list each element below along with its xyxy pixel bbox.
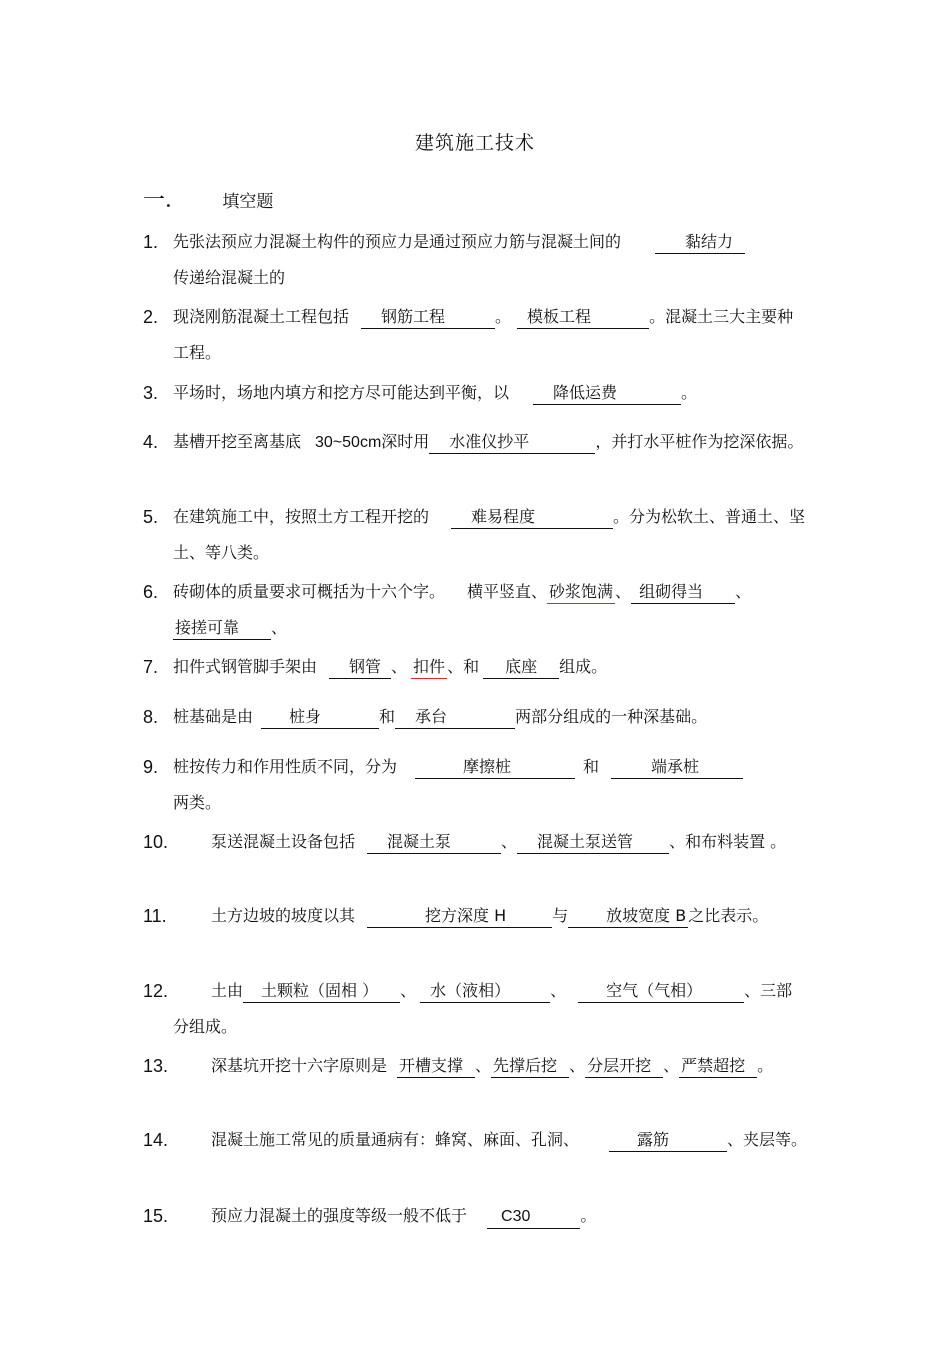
question-number: 13. xyxy=(143,1056,169,1076)
answer-blank xyxy=(243,980,400,1002)
question-text: ，并打水平桩作为挖深依据。 xyxy=(595,432,804,451)
question-text: 、 xyxy=(615,582,632,601)
answer-blank xyxy=(585,1055,663,1077)
answer-blank xyxy=(483,656,559,678)
answer-blank xyxy=(517,306,649,328)
answer-text: 桩身 xyxy=(289,707,322,726)
answer-text: 端承桩 xyxy=(651,757,700,776)
question-number: 14. xyxy=(143,1130,169,1150)
question-text: 基槽开挖至离基底 xyxy=(173,432,302,451)
question-text: 砖砌体的质量要求可概括为十六个字。 xyxy=(173,582,446,601)
question-4 xyxy=(143,424,808,461)
answer-text: 模板工程 xyxy=(527,307,592,326)
question-text: 、和 xyxy=(447,657,480,676)
section-label: 填空题 xyxy=(222,192,274,212)
answer-text: 空气（气相） xyxy=(606,981,703,1000)
question-text: 、 xyxy=(569,1056,586,1075)
answer-text: 分层开挖 xyxy=(587,1056,652,1075)
question-text: 、 xyxy=(550,981,567,1000)
question-text: 、夹层等。 xyxy=(727,1130,808,1149)
question-number: 7. xyxy=(143,657,159,677)
answer-text: 黏结力 xyxy=(685,232,734,251)
answer-text: 挖方深度 H xyxy=(425,906,507,925)
question-text: 桩基础是由 xyxy=(173,707,254,726)
question-number: 15. xyxy=(143,1206,169,1226)
question-text: 土由 xyxy=(211,981,244,1000)
answer-text: 底座 xyxy=(505,657,538,676)
answer-blank xyxy=(609,1129,727,1151)
question-text: 、 xyxy=(735,582,752,601)
question-text: 桩按传力和作用性质不同，分为 xyxy=(173,757,398,776)
question-text: 。分为松软土、普通土、坚土、等八类。 xyxy=(173,507,806,562)
answer-blank xyxy=(420,980,550,1002)
answer-text: 水（液相） xyxy=(430,981,511,1000)
answer-text: 混凝土泵 xyxy=(387,832,452,851)
question-text: 混凝土施工常见的质量通病有：蜂窝、麻面、孔洞、 xyxy=(211,1130,580,1149)
answer-text: 放坡宽度 B xyxy=(606,906,687,925)
answer-blank xyxy=(395,706,515,728)
answer-text: 严禁超挖 xyxy=(681,1056,746,1075)
answer-blank xyxy=(517,831,669,853)
answer-blank xyxy=(367,831,501,853)
question-12 xyxy=(143,973,808,1045)
answer-text: 接搓可靠 xyxy=(175,618,240,637)
question-15 xyxy=(143,1198,808,1234)
answer-blank xyxy=(451,506,613,528)
question-text: 两类。 xyxy=(173,793,222,812)
question-text: 组成。 xyxy=(559,657,608,676)
section-number: 一． xyxy=(143,188,188,213)
question-text: 、 xyxy=(271,618,288,637)
question-text: 30~50cm深时用 xyxy=(315,434,430,451)
document-title: 建筑施工技术 xyxy=(414,132,535,154)
answer-blank xyxy=(533,382,681,404)
question-11 xyxy=(143,898,808,934)
answer-blank xyxy=(361,306,495,328)
answer-text: 先撑后挖 xyxy=(493,1056,558,1075)
answer-blank xyxy=(261,706,379,728)
answer-blank xyxy=(578,980,744,1002)
question-number: 12. xyxy=(143,981,169,1001)
question-6 xyxy=(143,574,808,646)
question-text: 、 xyxy=(400,981,417,1000)
answer-blank xyxy=(655,231,745,253)
answer-blank xyxy=(429,431,595,453)
answer-blank xyxy=(367,905,552,927)
question-13 xyxy=(143,1048,808,1084)
question-text: 。混凝土三大主要种工程。 xyxy=(173,307,794,362)
question-text: 预应力混凝土的强度等级一般不低于 xyxy=(211,1206,468,1225)
answer-blank xyxy=(491,1055,569,1077)
question-text: 。 xyxy=(580,1206,597,1225)
question-number: 2. xyxy=(143,307,159,327)
question-text: 。 xyxy=(681,383,698,402)
question-7 xyxy=(143,649,808,685)
question-text: 扣件式钢管脚手架由 xyxy=(173,657,318,676)
answer-text: 组砌得当 xyxy=(639,582,704,601)
question-text: 土方边坡的坡度以其 xyxy=(211,906,356,925)
question-8 xyxy=(143,699,808,735)
question-text: 、和布料装置 。 xyxy=(669,832,787,851)
answer-blank xyxy=(487,1205,580,1228)
question-number: 1. xyxy=(143,232,159,252)
question-number: 6. xyxy=(143,582,159,602)
question-text: 在建筑施工中，按照土方工程开挖的 xyxy=(173,507,430,526)
answer-text: 砂浆饱满 xyxy=(549,582,614,601)
answer-text: 水准仪抄平 xyxy=(449,432,530,451)
answer-blank xyxy=(415,756,575,778)
question-text: 和 xyxy=(379,707,396,726)
answer-blank xyxy=(329,656,391,678)
question-text: 深基坑开挖十六字原则是 xyxy=(211,1056,388,1075)
section-heading xyxy=(143,183,273,214)
question-number: 10. xyxy=(143,832,169,852)
question-text: 、 xyxy=(501,832,518,851)
answer-blank xyxy=(679,1055,757,1077)
question-number: 9. xyxy=(143,757,159,777)
question-text: 、 xyxy=(391,657,408,676)
answer-text: 难易程度 xyxy=(471,507,536,526)
question-text: 、 xyxy=(663,1056,680,1075)
question-text: 先张法预应力混凝土构件的预应力是通过预应力筋与混凝土间的 xyxy=(173,232,622,251)
answer-blank xyxy=(611,756,743,778)
answer-text: 扣件 xyxy=(413,657,446,676)
question-text: 。 xyxy=(757,1056,774,1075)
answer-blank xyxy=(397,1055,475,1077)
answer-blank xyxy=(568,905,688,927)
answer-text: 承台 xyxy=(415,707,448,726)
question-9 xyxy=(143,749,808,821)
answer-text: 开槽支撑 xyxy=(399,1056,464,1075)
answer-text: 土颗粒（固相 ） xyxy=(261,981,379,1000)
answer-text: 降低运费 xyxy=(553,383,618,402)
question-number: 8. xyxy=(143,707,159,727)
question-text: 、三部分组成。 xyxy=(173,981,793,1036)
question-text: 。 xyxy=(495,307,512,326)
answer-blank xyxy=(631,581,735,603)
answer-text: 露筋 xyxy=(637,1130,670,1149)
answer-text: 钢管 xyxy=(349,657,382,676)
question-text: 和 xyxy=(583,757,600,776)
answer-text: 摩擦桩 xyxy=(463,757,512,776)
question-text: 、 xyxy=(475,1056,492,1075)
question-3 xyxy=(143,375,808,411)
answer-blank xyxy=(173,617,271,639)
question-text: 横平竖直、 xyxy=(467,582,548,601)
question-number: 4. xyxy=(143,432,159,452)
question-number: 3. xyxy=(143,383,159,403)
answer-text: 混凝土泵送管 xyxy=(537,832,634,851)
question-14 xyxy=(143,1122,808,1158)
answer-text: C30 xyxy=(499,1206,532,1228)
question-text: 两部分组成的一种深基础。 xyxy=(515,707,708,726)
answer-text: 钢筋工程 xyxy=(381,307,446,326)
question-1 xyxy=(143,224,808,296)
question-number: 5. xyxy=(143,507,159,527)
question-text: 现浇刚筋混凝土工程包括 xyxy=(173,307,350,326)
question-text: 之比表示。 xyxy=(688,906,769,925)
question-10 xyxy=(143,824,808,860)
question-text: 传递给混凝土的 xyxy=(173,268,286,287)
question-text: 泵送混凝土设备包括 xyxy=(211,832,356,851)
question-text: 与 xyxy=(552,906,569,925)
question-5 xyxy=(143,499,808,571)
question-text: 平场时，场地内填方和挖方尽可能达到平衡，以 xyxy=(173,383,510,402)
question-number: 11. xyxy=(143,906,167,926)
question-2 xyxy=(143,299,808,371)
